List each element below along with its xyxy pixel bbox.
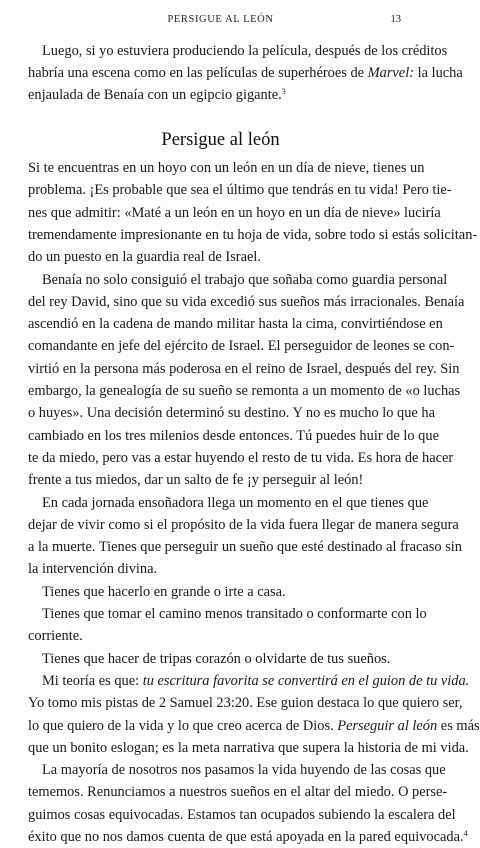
line-text: que un bonito eslogan; es la meta narrativa que supera la historia de mi vida. bbox=[28, 739, 469, 756]
text-line bbox=[28, 380, 461, 402]
text-line bbox=[28, 692, 463, 714]
text-line bbox=[28, 358, 460, 380]
line-text: tremendamente impresionante en tu hoja de vida, sobre todo si estás solicitan- bbox=[28, 226, 478, 243]
line-text: enjaulada de Benaía con un egipcio gigante. bbox=[28, 87, 282, 103]
line-text: Tienes que tomar el camino menos transitado o conformarte con lo bbox=[42, 606, 427, 622]
line-text: comandante en jefe del ejército de Israel. El perseguidor de leones se con- bbox=[28, 338, 455, 355]
text-line bbox=[28, 781, 448, 803]
text-line bbox=[28, 402, 435, 424]
text-line bbox=[28, 291, 465, 313]
page-number: 13 bbox=[390, 14, 401, 25]
emphasis-text: Perseguir al león bbox=[337, 717, 438, 734]
text-line bbox=[28, 425, 439, 447]
line-text: nes que admitir: «Maté a un león en un hoyo en un día de nieve» luciría bbox=[28, 204, 441, 221]
line-text: Tienes que hacerlo en grande o irte a casa. bbox=[42, 583, 286, 600]
line-text: problema. ¡Es probable que sea el último que tendrás en tu vida! Pero tie- bbox=[28, 182, 452, 199]
text-line bbox=[28, 157, 425, 179]
line-text: tememos. Renunciamos a nuestros sueños en el altar del miedo. O perse- bbox=[28, 784, 448, 801]
line-text: virtió en la persona más poderosa en el reino de Israel, después del rey. Sin bbox=[28, 360, 460, 377]
text-line bbox=[28, 737, 469, 759]
line-text: del rey David, sino que su vida excedió sus sueños más irracionales. Benaía bbox=[28, 293, 465, 310]
text-line bbox=[28, 202, 441, 224]
text-line bbox=[28, 603, 427, 625]
footnote-marker: 3 bbox=[281, 87, 286, 96]
line-text: a la muerte. Tienes que perseguir un sueño que esté destinado al fracaso sin bbox=[28, 539, 462, 556]
text-line bbox=[28, 759, 446, 781]
emphasis-text: Marvel: bbox=[367, 65, 414, 81]
line-text: En cada jornada ensoñadora llega un momento en el que tienes que bbox=[42, 494, 429, 511]
line-text: frente a tus miedos, dar un salto de fe ¡y perseguir al león! bbox=[28, 472, 364, 489]
text-line bbox=[28, 625, 416, 647]
text-line bbox=[28, 469, 416, 491]
text-line bbox=[28, 335, 455, 357]
line-text: corriente. bbox=[28, 628, 83, 645]
section-title: Persigue al león bbox=[161, 130, 280, 150]
line-text: la intervención divina. bbox=[28, 561, 158, 578]
text-line bbox=[28, 558, 416, 580]
line-text: embargo, la genealogía de su sueño se remonta a un momento de «o luchas bbox=[28, 383, 461, 399]
text-line bbox=[28, 224, 478, 246]
text-line bbox=[28, 581, 416, 603]
line-text: habría una escena como en las películas de superhéroes de bbox=[28, 65, 368, 81]
line-text: ascendió en la cadena de mando militar hasta la cima, convirtiéndose en bbox=[28, 316, 443, 333]
line-text: cambiado en los tres milenios desde entonces. Tú puedes huir de lo que bbox=[28, 427, 439, 444]
running-header: PERSIGUE AL LEÓN bbox=[167, 14, 274, 25]
line-text: o huyes». Una decisión determinó su destino. Y no es mucho lo que ha bbox=[28, 405, 435, 422]
line-text: Mi teoría es que: bbox=[42, 672, 143, 689]
line-text-tail: es más bbox=[437, 717, 480, 734]
line-text: do un puesto en la guardia real de Israel. bbox=[28, 249, 261, 266]
text-line bbox=[28, 447, 454, 469]
line-text: dejar de vivir como si el propósito de la vida fuera llegar de manera segura bbox=[28, 516, 459, 533]
text-line bbox=[28, 514, 459, 536]
line-text: Benaía no solo consiguió el trabajo que soñaba como guardia personal bbox=[42, 271, 448, 288]
text-line bbox=[28, 313, 443, 335]
line-text: Tienes que hacer de tripas corazón o olvidarte de tus sueños. bbox=[42, 650, 391, 667]
text-line bbox=[28, 492, 429, 514]
line-text: Luego, si yo estuviera produciendo la película, después de los créditos bbox=[42, 43, 448, 59]
text-line bbox=[28, 84, 416, 106]
text-line bbox=[28, 670, 470, 692]
line-text: éxito que no nos damos cuenta de que está apoyada en la pared equivocada. bbox=[28, 829, 464, 845]
text-line bbox=[28, 826, 468, 848]
text-line bbox=[28, 804, 456, 826]
emphasis-text: tu escritura favorita se convertirá en el guion de tu vida. bbox=[142, 672, 470, 689]
footnote-marker: 4 bbox=[463, 829, 468, 838]
text-line bbox=[28, 62, 463, 84]
text-line bbox=[28, 715, 480, 737]
text-line bbox=[28, 179, 452, 201]
text-line bbox=[28, 246, 416, 268]
text-line bbox=[28, 536, 462, 558]
line-text: guimos cosas equivocadas. Estamos tan ocupados subiendo la escalera del bbox=[28, 806, 456, 823]
line-text: Si te encuentras en un hoyo con un león en un día de nieve, tienes un bbox=[28, 160, 425, 176]
line-text: Yo tomo mis pistas de 2 Samuel 23:20. Ese guion destaca lo que quiero ser, bbox=[28, 695, 463, 712]
text-line bbox=[28, 648, 416, 670]
line-text: te da miedo, pero vas a estar huyendo el resto de tu vida. Es hora de hacer bbox=[28, 449, 454, 466]
line-text: lo que quiero de la vida y lo que creo acerca de Dios. bbox=[28, 717, 338, 734]
line-text: La mayoría de nosotros nos pasamos la vida huyendo de las cosas que bbox=[42, 762, 446, 779]
line-text-tail: la lucha bbox=[414, 65, 463, 81]
text-line bbox=[28, 269, 448, 291]
text-line bbox=[28, 40, 448, 62]
